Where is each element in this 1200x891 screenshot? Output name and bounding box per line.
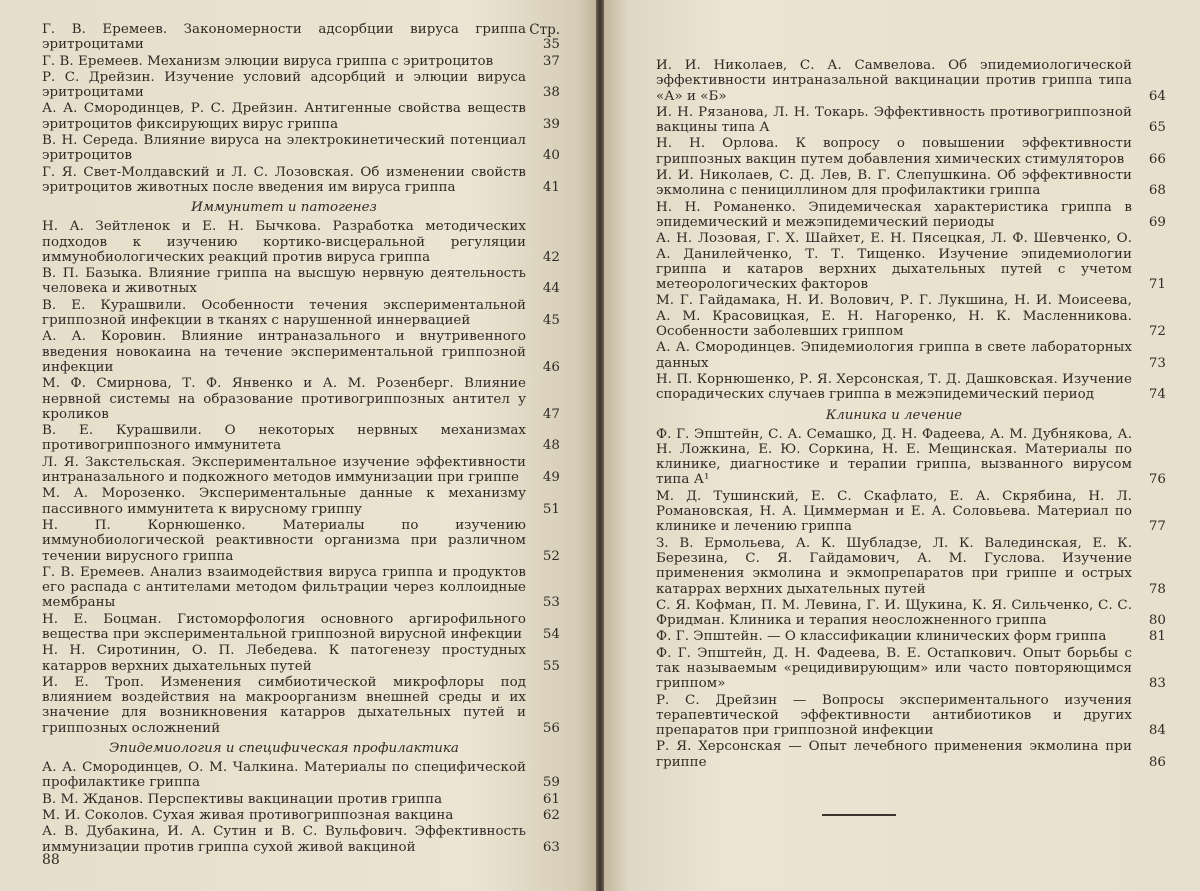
toc-entry bbox=[42, 101, 560, 132]
toc-entry bbox=[656, 646, 1166, 692]
toc-entry-page: 38 bbox=[542, 85, 560, 101]
toc-entry bbox=[42, 518, 560, 564]
toc-entry-page: 59 bbox=[542, 775, 560, 791]
toc-entry-text: Л. Я. Закстельская. Экспериментальное изучение эффективности интраназального и подкожного методов иммунизации при гриппе bbox=[42, 454, 526, 486]
toc-entry-page: 69 bbox=[1148, 214, 1166, 230]
toc-entry-text: Р. Я. Херсонская — Опыт лечебного применения экмолина при гриппе bbox=[656, 739, 1132, 770]
toc-entry bbox=[42, 675, 560, 736]
toc-entry-page: 72 bbox=[1148, 324, 1166, 340]
toc-entry-page: 37 bbox=[542, 53, 560, 69]
toc-entry bbox=[656, 200, 1166, 231]
toc-entry-text: Р. С. Дрейзин. Изучение условий адсорбций и элюции вируса эритроцитами bbox=[42, 69, 526, 101]
toc-entry-text: А. А. Смородинцев, Р. С. Дрейзин. Антигенные свойства веществ эритроцитов фиксирующих вирус гриппа bbox=[42, 101, 526, 132]
toc-entry bbox=[656, 136, 1166, 167]
left-page bbox=[0, 0, 596, 891]
toc-entry bbox=[42, 266, 560, 297]
toc-entry bbox=[42, 133, 560, 164]
toc-entry bbox=[42, 824, 560, 855]
toc-entry-page: 77 bbox=[1148, 519, 1166, 535]
toc-entry bbox=[42, 643, 560, 674]
toc-entry-page: 51 bbox=[542, 501, 560, 517]
toc-entry-text: В. Н. Середа. Влияние вируса на электрокинетический потенциал эритроцитов bbox=[42, 133, 526, 164]
toc-entry bbox=[656, 231, 1166, 292]
toc-entry-page: 81 bbox=[1148, 629, 1166, 645]
toc-entry-page: 62 bbox=[542, 807, 560, 823]
toc-entry-page: 39 bbox=[542, 116, 560, 132]
toc-entry-text: Ф. Г. Эпштейн, Д. Н. Фадеева, В. Е. Остапкович. Опыт борьбы с так называемым «рецидивирующим» или часто повторяющимся гриппом» bbox=[656, 645, 1132, 692]
toc-entry bbox=[42, 165, 560, 196]
toc-entry-text: В. П. Базыка. Влияние гриппа на высшую нервную деятельность человека и животных bbox=[42, 266, 526, 297]
toc-entry-page: 71 bbox=[1148, 277, 1166, 293]
toc-entry-page: 73 bbox=[1148, 355, 1166, 371]
toc-entry-page: 46 bbox=[542, 359, 560, 375]
toc-entry-text: Ф. Г. Эпштейн, С. А. Семашко, Д. Н. Фадеева, А. М. Дубнякова, А. Н. Ложкина, Е. Ю. Соркина, Н. Е. Мещинская. Материалы по клинике, диагностике и терапии гриппа, вызванного вирусом типа А¹ bbox=[656, 426, 1132, 488]
toc-entry-page: 47 bbox=[542, 406, 560, 422]
toc-entry-page: 68 bbox=[1148, 183, 1166, 199]
toc-entry-text: Н. Е. Боцман. Гистоморфология основного аргирофильного вещества при экспериментальной гриппозной вирусной инфекции bbox=[42, 611, 526, 642]
toc-entry-page: 48 bbox=[542, 438, 560, 454]
toc-entry bbox=[42, 808, 560, 823]
toc-entry-text: И. Е. Троп. Изменения симбиотической микрофлоры под влиянием воздействия на макроорганизм внешней среды и их значение для возникновения катарров дыхательных путей и гриппозных осложнений bbox=[42, 674, 526, 736]
book-gutter bbox=[596, 0, 604, 891]
toc-entry bbox=[42, 22, 560, 53]
toc-entry-text: И. И. Николаев, С. Д. Лев, В. Г. Слепушкина. Об эффективности экмолина с пенициллином для профилактики гриппа bbox=[656, 168, 1132, 199]
toc-entry-text: А. Н. Лозовая, Г. Х. Шайхет, Е. Н. Пясецкая, Л. Ф. Шевченко, О. А. Данилейченко, Т. Т. Тищенко. Изучение эпидемиологии гриппа и катаров верхних дыхательных путей с учетом метеорологических факторов bbox=[656, 231, 1132, 293]
toc-entry-text: М. Ф. Смирнова, Т. Ф. Янвенко и А. М. Розенберг. Влияние нервной системы на образование противогриппозных антител у кроликов bbox=[42, 376, 526, 422]
toc-entry-text: А. В. Дубакина, И. А. Сутин и В. С. Вульфович. Эффективность иммунизации против гриппа сухой живой вакциной bbox=[42, 824, 526, 855]
toc-entry bbox=[42, 298, 560, 329]
toc-entry-page: 41 bbox=[542, 179, 560, 195]
page-folio: 88 bbox=[42, 852, 60, 868]
toc-entry bbox=[656, 739, 1166, 770]
toc-entry-text: Ф. Г. Эпштейн. — О классификации клинических форм гриппа bbox=[656, 629, 1107, 645]
toc-entry bbox=[42, 612, 560, 643]
toc-entry bbox=[656, 168, 1166, 199]
right-page bbox=[604, 0, 1200, 891]
toc-entry bbox=[42, 760, 560, 791]
toc-entry-page: 65 bbox=[1148, 120, 1166, 136]
toc-entry bbox=[656, 536, 1166, 597]
toc-entry bbox=[656, 598, 1166, 629]
toc-entry-text: И. Н. Рязанова, Л. Н. Токарь. Эффективность противогриппозной вакцины типа А bbox=[656, 104, 1132, 136]
toc-entry-text: В. Е. Курашвили. Особенности течения экспериментальной гриппозной инфекции в тканях с нарушенной иннервацией bbox=[42, 297, 526, 329]
toc-entry bbox=[42, 423, 560, 454]
toc-entry-text: А. А. Смородинцев, О. М. Чалкина. Материалы по специфической профилактике гриппа bbox=[42, 760, 526, 791]
toc-entry bbox=[656, 58, 1166, 104]
toc-entry bbox=[42, 455, 560, 486]
toc-entry bbox=[656, 340, 1166, 371]
toc-entry-page: 49 bbox=[542, 470, 560, 486]
toc-entry bbox=[42, 792, 560, 807]
toc-entry bbox=[42, 219, 560, 265]
toc-entry-text: Н. П. Корнюшенко. Материалы по изучению иммунобиологической реактивности организма при различном течении вирусного гриппа bbox=[42, 517, 526, 564]
toc-entry-text: М. Д. Тушинский, Е. С. Скафлато, Е. А. Скрябина, Н. Л. Романовская, Н. А. Циммерман и Е. А. Соловьева. Материал по клинике и лечению гриппа bbox=[656, 488, 1132, 535]
toc-entry bbox=[42, 70, 560, 101]
toc-entry-page: 66 bbox=[1148, 151, 1166, 167]
section-heading: Клиника и лечение bbox=[825, 407, 963, 423]
section-heading: Эпидемиология и специфическая профилактика bbox=[109, 741, 459, 757]
toc-entry-page: 84 bbox=[1148, 723, 1166, 739]
toc-entry bbox=[656, 427, 1166, 488]
section-heading: Иммунитет и патогенез bbox=[191, 200, 377, 216]
toc-entry-page: 78 bbox=[1148, 581, 1166, 597]
toc-entry bbox=[656, 693, 1166, 739]
left-toc bbox=[42, 22, 560, 856]
toc-entry bbox=[42, 54, 560, 69]
toc-entry bbox=[42, 565, 560, 611]
toc-entry-text: Н. Н. Орлова. К вопросу о повышении эффективности гриппозных вакцин путем добавления химических стимуляторов bbox=[656, 136, 1132, 167]
toc-entry bbox=[656, 629, 1166, 644]
toc-entry-text: Р. С. Дрейзин — Вопросы экспериментального изучения терапевтической эффективности антибиотиков и других препаратов при гриппозной инфекции bbox=[656, 692, 1132, 739]
toc-entry-page: 83 bbox=[1148, 676, 1166, 692]
toc-entry-text: Г. В. Еремеев. Закономерности адсорбции вируса гриппа эритроцитами bbox=[42, 22, 526, 53]
toc-entry-text: И. И. Николаев, С. А. Самвелова. Об эпидемиологической эффективности интраназальной вакцинации против гриппа типа «А» и «Б» bbox=[656, 58, 1132, 104]
toc-entry-text: А. А. Смородинцев. Эпидемиология гриппа в свете лабораторных данных bbox=[656, 340, 1132, 371]
toc-entry-text: М. Г. Гайдамака, Н. И. Волович, Р. Г. Лукшина, Н. И. Моисеева, А. М. Красовицкая, Е. Н. Нагоренко, Н. К. Масленникова. Особенности заболевших гриппом bbox=[656, 293, 1132, 340]
page-column-header: Стр. bbox=[529, 22, 560, 38]
toc-entry-page: 45 bbox=[542, 313, 560, 329]
toc-entry-page: 63 bbox=[542, 839, 560, 855]
toc-entry-page: 56 bbox=[542, 720, 560, 736]
toc-entry bbox=[42, 329, 560, 375]
toc-entry-text: В. Е. Курашвили. О некоторых нервных механизмах противогриппозного иммунитета bbox=[42, 423, 526, 454]
toc-entry-page: 52 bbox=[542, 548, 560, 564]
toc-entry-text: А. А. Коровин. Влияние интраназального и внутривенного введения новокаина на течение экспериментальной гриппозной инфекции bbox=[42, 329, 526, 375]
toc-entry bbox=[656, 105, 1166, 136]
toc-entry-page: 80 bbox=[1148, 613, 1166, 629]
toc-entry-text: Н. Н. Романенко. Эпидемическая характеристика гриппа в эпидемический и межэпидемический периоды bbox=[656, 199, 1132, 230]
toc-entry-page: 76 bbox=[1148, 472, 1166, 488]
toc-entry-text: С. Я. Кофман, П. М. Левина, Г. И. Щукина, К. Я. Сильченко, С. С. Фридман. Клиника и терапия неосложненного гриппа bbox=[656, 597, 1132, 629]
toc-entry-text: М. И. Соколов. Сухая живая противогриппозная вакцина bbox=[42, 807, 454, 823]
toc-entry-text: Г. В. Еремеев. Механизм элюции вируса гриппа с эритроцитов bbox=[42, 53, 494, 69]
toc-entry-page: 53 bbox=[542, 595, 560, 611]
toc-entry-text: З. В. Ермольева, А. К. Шубладзе, Л. К. Валединская, Е. К. Березина, С. Я. Гайдамович, А. М. Гуслова. Изучение применения экмолина и экмопрепаратов при гриппе и острых катаррах верхних дыхательных путей bbox=[656, 535, 1132, 597]
toc-entry-text: Г. Я. Свет-Молдавский и Л. С. Лозовская. Об изменении свойств эритроцитов животных после введения им вируса гриппа bbox=[42, 164, 526, 195]
toc-entry-page: 35 bbox=[542, 37, 560, 53]
toc-entry bbox=[656, 489, 1166, 535]
toc-entry bbox=[656, 293, 1166, 339]
toc-entry-text: В. М. Жданов. Перспективы вакцинации против гриппа bbox=[42, 791, 443, 807]
end-rule bbox=[822, 814, 896, 816]
toc-entry-page: 55 bbox=[542, 658, 560, 674]
toc-entry bbox=[656, 372, 1166, 403]
toc-entry-page: 86 bbox=[1148, 754, 1166, 770]
toc-entry-text: Н. П. Корнюшенко, Р. Я. Херсонская, Т. Д. Дашковская. Изучение спорадических случаев гриппа в межэпидемический период bbox=[656, 371, 1132, 403]
toc-entry-text: М. А. Морозенко. Экспериментальные данные к механизму пассивного иммунитета к вирусному гриппу bbox=[42, 486, 526, 517]
toc-entry-text: Н. А. Зейтленок и Е. Н. Бычкова. Разработка методических подходов к изучению кортико-висцеральной регуляции иммунобиологических реакций против вируса гриппа bbox=[42, 219, 526, 265]
toc-entry-page: 74 bbox=[1148, 387, 1166, 403]
toc-entry-page: 64 bbox=[1148, 88, 1166, 104]
toc-entry-page: 42 bbox=[542, 249, 560, 265]
right-toc bbox=[656, 58, 1166, 771]
toc-entry bbox=[42, 376, 560, 422]
toc-entry-page: 40 bbox=[542, 148, 560, 164]
toc-entry bbox=[42, 486, 560, 517]
toc-entry-text: Н. Н. Сиротинин, О. П. Лебедева. К патогенезу простудных катарров верхних дыхательных путей bbox=[42, 643, 526, 674]
toc-entry-page: 44 bbox=[542, 281, 560, 297]
toc-entry-text: Г. В. Еремеев. Анализ взаимодействия вируса гриппа и продуктов его распада с антителами методом фильтрации через коллоидные мембраны bbox=[42, 564, 526, 611]
toc-entry-page: 61 bbox=[542, 791, 560, 807]
toc-entry-page: 54 bbox=[542, 626, 560, 642]
